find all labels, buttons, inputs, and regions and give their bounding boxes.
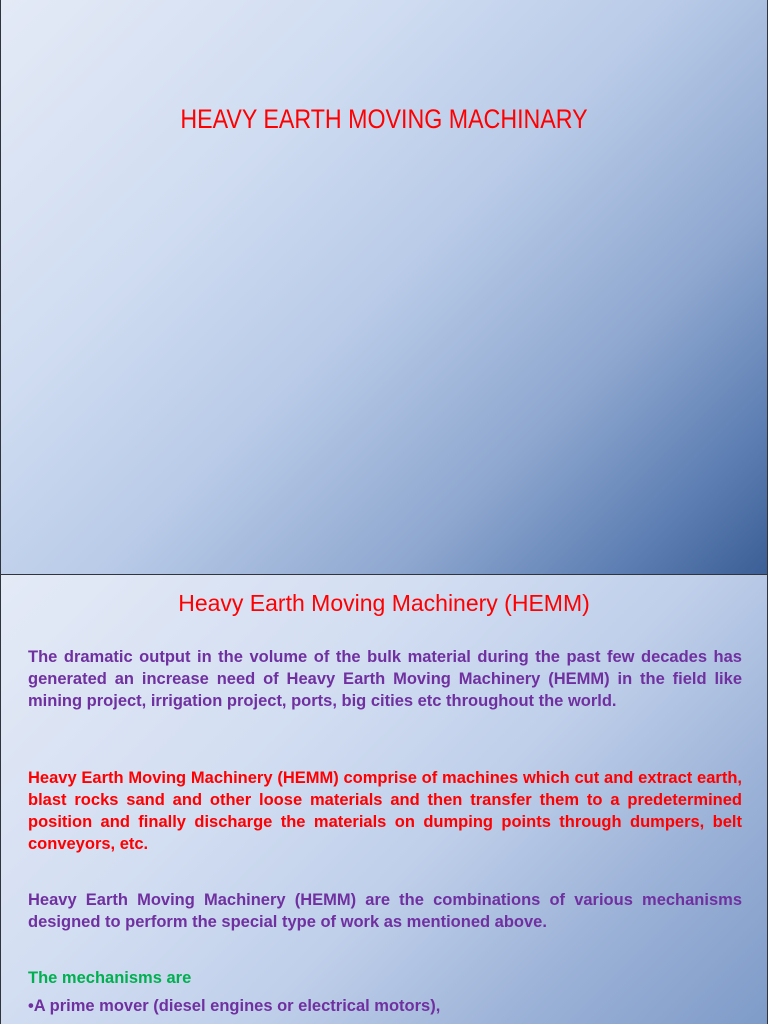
mechanisms-heading: The mechanisms are	[28, 969, 192, 987]
slide-2-title: Heavy Earth Moving Machinery (HEMM)	[178, 590, 590, 616]
slide-1-title: HEAVY EARTH MOVING MACHINARY	[180, 104, 588, 134]
bullet-item: •A prime mover (diesel engines or electrical motors),	[28, 997, 441, 1015]
slide-2	[0, 575, 768, 1024]
paragraph-combinations: Heavy Earth Moving Machinery (HEMM) are the combinations of various mechanisms designed to perform the special type of work as mentioned above.	[28, 891, 742, 931]
paragraph-intro: The dramatic output in the volume of the bulk material during the past few decades has generated an increase need of Heavy Earth Moving Machinery (HEMM) in the field like mining project, irrigation project, ports, big cities etc throughout the world.	[28, 648, 742, 710]
paragraph-definition: Heavy Earth Moving Machinery (HEMM) comprise of machines which cut and extract earth, blast rocks sand and other loose materials and then transfer them to a predetermined position and finally discharge the materials on dumping points through dumpers, belt conveyors, etc.	[28, 769, 742, 853]
